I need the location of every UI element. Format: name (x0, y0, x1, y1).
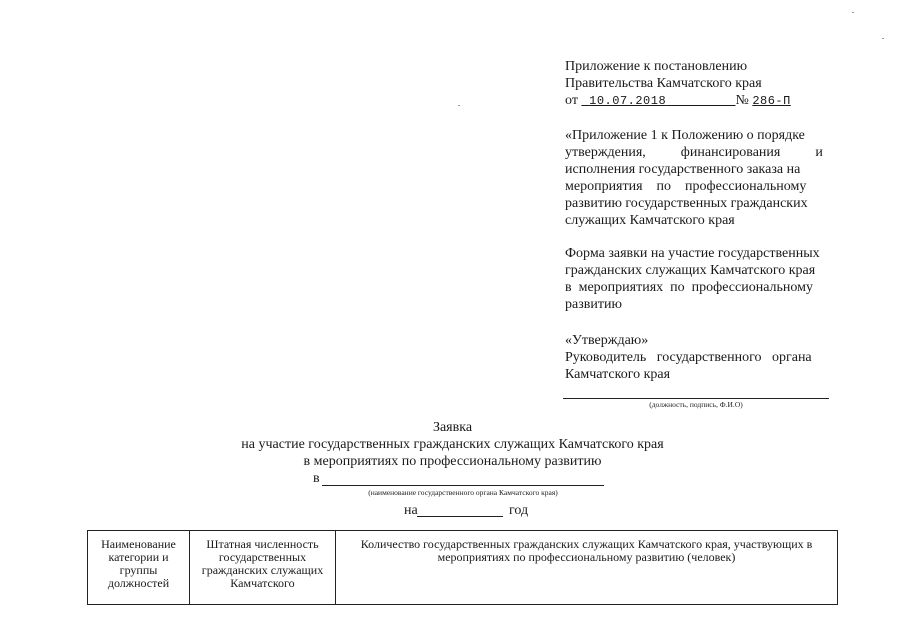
header-position-category: Наименование категории и группы должностей (88, 531, 190, 605)
form-title-line-3: в мероприятиях по профессиональному (565, 280, 813, 295)
resolution-number: 286-П (752, 94, 791, 108)
scan-speck (458, 105, 460, 106)
resolution-line-1: Приложение к постановлению (565, 59, 748, 74)
application-table (87, 530, 838, 605)
scan-speck (852, 12, 854, 13)
appendix-line-5: развитию государственных гражданских (565, 196, 808, 211)
appendix-line-1: «Приложение 1 к Положению о порядке (565, 128, 805, 143)
appendix-line-4: мероприятия по профессиональному (565, 179, 807, 194)
org-name-field (322, 485, 604, 486)
number-prefix: № (735, 93, 749, 108)
from-prefix: от (565, 93, 578, 108)
header-staff-count: Штатная численность государственных гражданских служащих Камчатского (190, 531, 336, 605)
year-prefix: на (404, 503, 418, 518)
form-title-line-4: развитию (565, 297, 622, 312)
org-prefix: в (313, 471, 320, 486)
form-title-line-1: Форма заявки на участие государственных (565, 246, 820, 261)
application-subtitle-1: на участие государственных гражданских служащих Камчатского края (241, 437, 664, 452)
application-subtitle-2: в мероприятиях по профессиональному развитию (303, 454, 602, 469)
signature-line (563, 398, 829, 399)
year-field (417, 516, 503, 517)
resolution-reference (565, 58, 841, 110)
scan-speck (882, 38, 884, 39)
appendix-line-6: служащих Камчатского края (565, 213, 735, 228)
signature-caption: (должность, подпись, Ф.И.О) (649, 400, 743, 409)
resolution-date: 10.07.2018 (589, 94, 667, 108)
approver-region: Камчатского края (565, 367, 671, 382)
year-suffix: год (509, 503, 529, 518)
approve-label: «Утверждаю» (565, 333, 649, 348)
form-title (565, 245, 841, 313)
appendix-reference (565, 127, 841, 229)
application-title: Заявка (432, 420, 473, 435)
resolution-date-line (565, 92, 841, 110)
approver-title: Руководитель государственного органа (565, 350, 812, 365)
header-participants-count: Количество государственных гражданских служащих Камчатского края, участвующих в мероприятиях по профессиональному развитию (человек) (336, 531, 838, 605)
table-header-row (88, 531, 838, 605)
appendix-line-2: утверждения, финансирования и (565, 145, 823, 160)
appendix-line-3: исполнения государственного заказа на (565, 162, 801, 177)
org-caption: (наименование государственного органа Камчатского края) (368, 488, 558, 497)
approval-block (565, 332, 841, 383)
form-title-line-2: гражданских служащих Камчатского края (565, 263, 816, 278)
resolution-line-2: Правительства Камчатского края (565, 76, 762, 91)
